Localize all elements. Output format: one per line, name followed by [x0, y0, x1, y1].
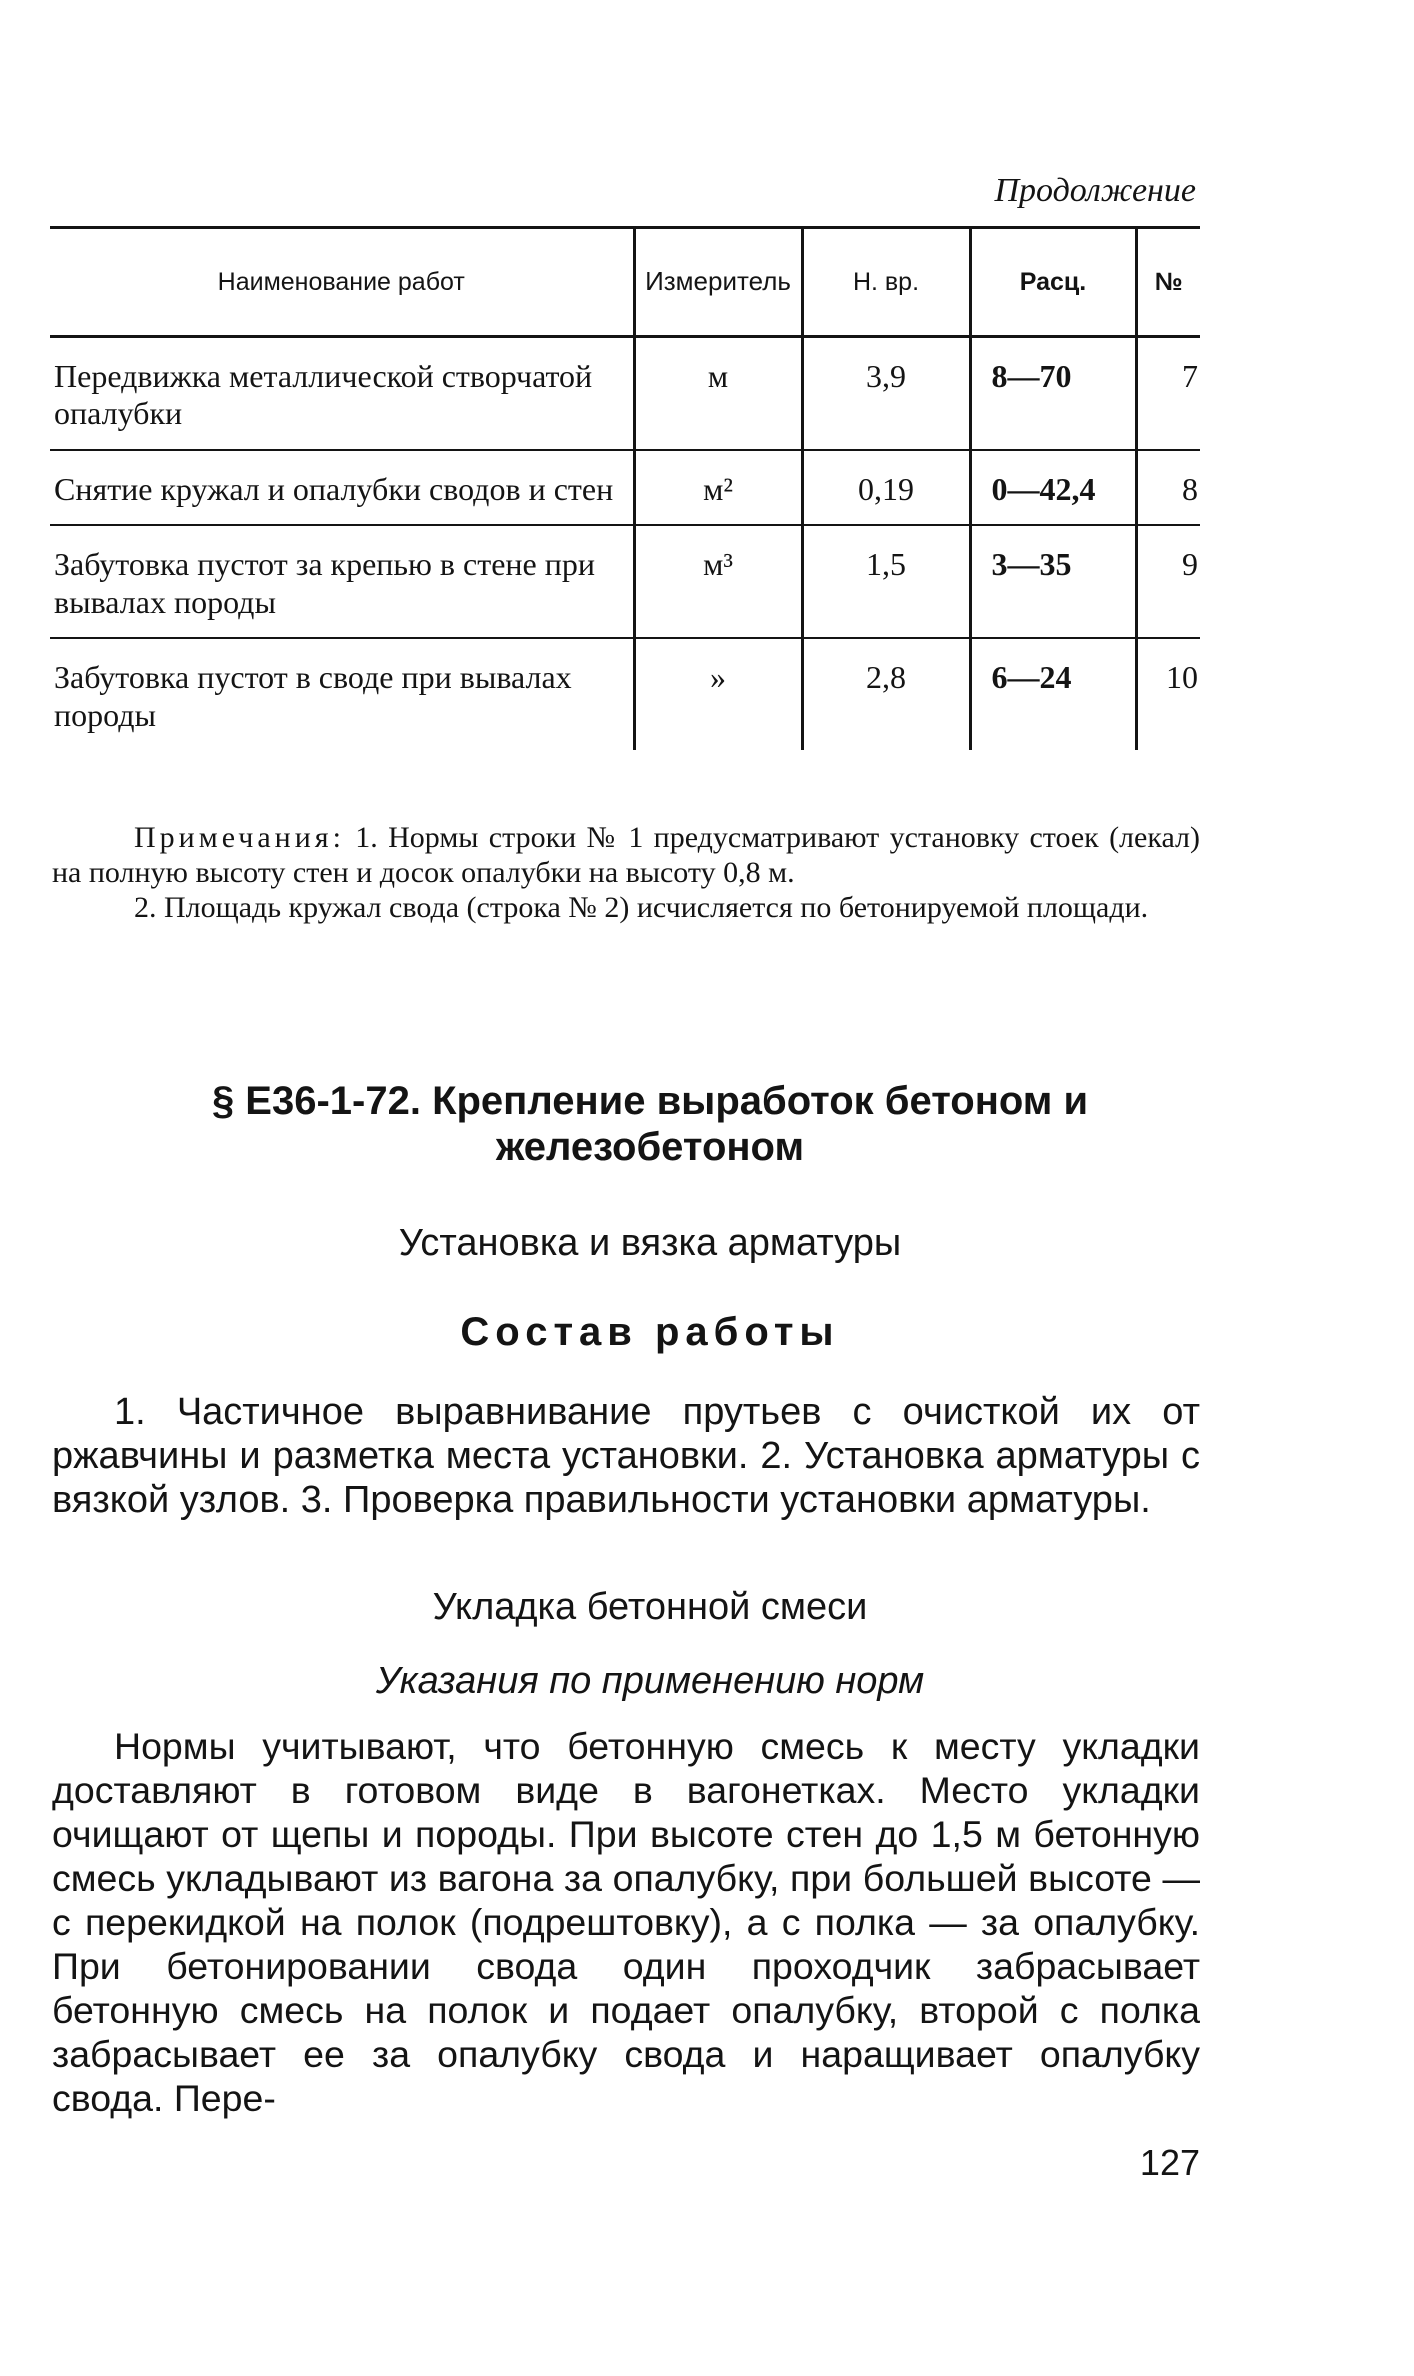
header-unit: Измеритель	[634, 228, 802, 337]
header-rate: Расц.	[970, 228, 1136, 337]
time-norm-cell: 1,5	[802, 525, 970, 638]
norms-table	[50, 226, 1200, 750]
row-number-cell: 9	[1136, 525, 1200, 638]
rate-cell: 3—35	[970, 525, 1136, 638]
table-header-row	[50, 228, 1200, 337]
work-name-cell: Передвижка металлической створчатой опалубки	[50, 337, 634, 450]
rate-cell: 8—70	[970, 337, 1136, 450]
note-1	[52, 820, 1200, 890]
note-1-text: 1. Нормы строки № 1 предусматривают установку стоек (лекал) на полную высоту стен и досок опалубки на высоту 0,8 м.	[52, 821, 1201, 889]
rate-cell: 6—24	[970, 638, 1136, 750]
notes-label: Примечания:	[134, 821, 345, 854]
work-name-cell: Забутовка пустот в своде при вывалах породы	[54, 659, 572, 733]
rate-cell: 0—42,4	[970, 450, 1136, 525]
work-name-cell: Снятие кружал и опалубки сводов и стен	[50, 450, 634, 525]
unit-cell: м	[634, 337, 802, 450]
unit-cell: »	[634, 638, 802, 750]
header-work-name: Наименование работ	[50, 228, 634, 337]
header-row-number: №	[1136, 228, 1200, 337]
table-notes	[52, 820, 1200, 925]
header-time-norm: Н. вр.	[802, 228, 970, 337]
table-row	[50, 638, 1200, 750]
subheading-reinforcement: Установка и вязка арматуры	[398, 1222, 902, 1264]
continuation-label: Продолжение	[994, 172, 1196, 209]
row-number-cell: 10	[1136, 638, 1200, 750]
unit-cell: м²	[634, 450, 802, 525]
work-name-cell: Забутовка пустот за крепью в стене при вывалах породы	[50, 525, 634, 638]
row-number-cell: 8	[1136, 450, 1200, 525]
instructions-text: Нормы учитывают, что бетонную смесь к месту укладки доставляют в готовом виде в вагонетках. Место укладки очищают от щепы и породы. При высоте стен до 1,5 м бетонную смесь укладывают из вагона за опалубку, при большей высоте — с перекидкой на полок (подрештовку), а с полка — за опалубку. При бетонировании свода один проходчик забрасывает бетонную смесь на полок и подает опалубку, второй с полка забрасывает ее за опалубку свода и наращивает опалубку свода. Пере-	[52, 1725, 1200, 2119]
section-title: § Е36-1-72. Крепление выработок бетоном и железобетоном	[211, 1079, 1089, 1169]
table-row	[50, 450, 1200, 525]
composition-heading: Состав работы	[460, 1310, 840, 1354]
subheading-concrete: Укладка бетонной смеси	[432, 1586, 868, 1628]
composition-text: 1. Частичное выравнивание прутьев с очисткой их от ржавчины и разметка места установки. 2. Установка арматуры с вязкой узлов. 3. Проверка правильности установки арматуры.	[52, 1391, 1200, 1521]
table-row	[50, 525, 1200, 638]
note-2: 2. Площадь кружал свода (строка № 2) исчисляется по бетонируемой площади.	[134, 891, 1149, 924]
time-norm-cell: 3,9	[802, 337, 970, 450]
table-row	[50, 337, 1200, 450]
time-norm-cell: 2,8	[802, 638, 970, 750]
time-norm-cell: 0,19	[802, 450, 970, 525]
row-number-cell: 7	[1136, 337, 1200, 450]
instructions-heading: Указания по применению норм	[375, 1660, 925, 1702]
page-number: 127	[1139, 2142, 1200, 2183]
unit-cell: м³	[634, 525, 802, 638]
